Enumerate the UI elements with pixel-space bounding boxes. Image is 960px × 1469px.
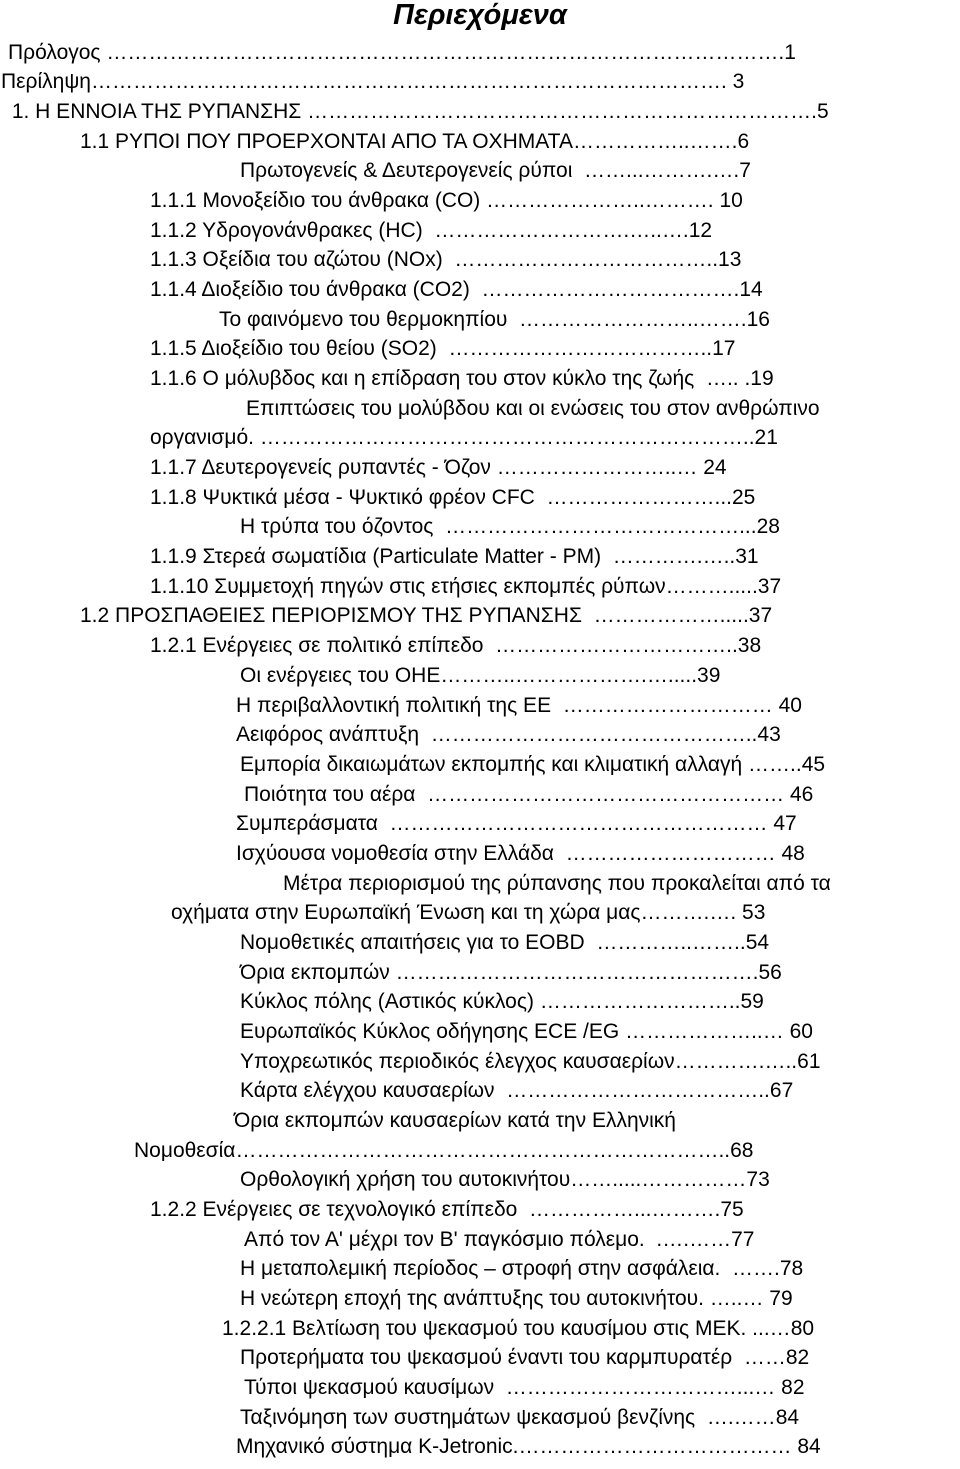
toc-entry bbox=[6, 97, 829, 127]
entry-text: Πρόλογος bbox=[8, 41, 107, 64]
toc-entry bbox=[240, 750, 825, 780]
page-title: Περιεχόμενα bbox=[393, 0, 567, 31]
toc-entry bbox=[150, 186, 743, 216]
dot-leader: ……………………... bbox=[540, 486, 732, 509]
toc-entry bbox=[150, 631, 761, 661]
dot-leader: ……….…. bbox=[640, 901, 743, 924]
page-number: 77 bbox=[731, 1228, 755, 1251]
entry-text: 1.2.2 Ενέργειες σε τεχνολογικό επίπεδο bbox=[150, 1198, 524, 1221]
page-number: 53 bbox=[742, 901, 766, 924]
dot-leader: ……………………………………….. bbox=[424, 723, 758, 746]
dot-leader: ……………………..… bbox=[496, 456, 698, 479]
page-number: 78 bbox=[779, 1257, 804, 1280]
toc-entry bbox=[150, 483, 755, 513]
dot-leader: ...… bbox=[752, 1317, 791, 1340]
entry-text: 1.1.6 Ο μόλυβδος και η επίδραση του στον κύκλο της ζωής bbox=[150, 367, 701, 390]
dot-leader: ……. bbox=[726, 1257, 780, 1280]
entry-text: Οι ενέργειες του ΟΗΕ bbox=[240, 664, 441, 687]
toc-entry bbox=[236, 720, 781, 750]
page-number: 82 bbox=[781, 1376, 805, 1399]
toc-entry bbox=[240, 958, 782, 988]
toc-entry bbox=[150, 275, 763, 305]
toc-entry bbox=[234, 1106, 676, 1136]
dot-leader: ….. bbox=[700, 367, 745, 390]
entry-text: Το φαινόμενο του θερμοκηπίου bbox=[219, 308, 514, 331]
toc-entry bbox=[150, 542, 759, 572]
page-number: 80 bbox=[790, 1317, 815, 1340]
toc-entry bbox=[222, 1314, 814, 1344]
dot-leader: ……………..……. bbox=[572, 130, 738, 153]
page-number: 68 bbox=[730, 1139, 754, 1162]
entry-text: 1.1.3 Οξείδια του αζώτου (NOx) bbox=[150, 248, 449, 271]
page-number: 60 bbox=[789, 1020, 813, 1043]
dot-leader: ………………………………. bbox=[448, 248, 713, 271]
dot-leader: …………………………….. bbox=[489, 634, 738, 657]
dot-leader: ……………………………………... bbox=[439, 515, 757, 538]
entry-text: Πρωτογενείς & Δευτερογενείς ρύποι bbox=[240, 159, 579, 182]
entry-text: 1.1.4 Διοξείδιο του άνθρακα (CO2) bbox=[150, 278, 476, 301]
toc-entry bbox=[236, 691, 802, 721]
page-number: 38 bbox=[737, 634, 762, 657]
dot-leader: ……………...………. bbox=[523, 1198, 721, 1221]
page-number: 10 bbox=[719, 189, 743, 212]
page-number: 5 bbox=[816, 100, 829, 123]
page-number: 84 bbox=[775, 1406, 800, 1429]
entry-text: Εμπορία δικαιωμάτων εκπομπής και κλιματική αλλαγή bbox=[240, 753, 743, 776]
entry-text: 1.2.2.1 Βελτίωση του ψεκασμού του καυσίμου στις ΜΕΚ. bbox=[222, 1317, 753, 1340]
dot-leader: .….…… bbox=[650, 1228, 732, 1251]
entry-text: Ισχύουσα νομοθεσία στην Ελλάδα bbox=[236, 842, 560, 865]
toc-entry bbox=[150, 453, 727, 483]
entry-text: 1.1.9 Στερεά σωματίδια (Particulate Matter - PM) bbox=[150, 545, 607, 568]
toc-entry bbox=[240, 661, 720, 691]
entry-text: 1.1.7 Δευτερογενείς ρυπαντές - Όζον bbox=[150, 456, 497, 479]
dot-leader: …………………………………………… bbox=[421, 783, 790, 806]
entry-text: Προτερήματα του ψεκασμού έναντι του καρμπυρατέρ bbox=[240, 1346, 738, 1369]
dot-leader: ………….….. bbox=[606, 545, 736, 568]
page-number: 47 bbox=[773, 812, 797, 835]
dot-leader: …….....…………… bbox=[570, 1168, 747, 1191]
toc-entry bbox=[244, 1225, 754, 1255]
toc-entry bbox=[283, 869, 831, 899]
entry-text: Αειφόρος ανάπτυξη bbox=[236, 723, 425, 746]
entry-text: Νομοθεσία bbox=[134, 1139, 236, 1162]
page-number: 25 bbox=[732, 486, 756, 509]
dot-leader: ………………………… bbox=[556, 694, 779, 717]
toc-entry bbox=[240, 1254, 803, 1284]
dot-leader: ……………………..…… bbox=[513, 308, 741, 331]
toc-entry bbox=[171, 898, 765, 928]
entry-text: Η μεταπολεμική περίοδος – στροφή στην ασφάλεια. bbox=[240, 1257, 727, 1280]
page-number: 82 bbox=[785, 1346, 810, 1369]
page-number: .7 bbox=[733, 159, 751, 182]
entry-text: Κύκλος πόλης (Αστικός κύκλος) bbox=[240, 990, 540, 1013]
entry-text: Η νεώτερη εποχή της ανάπτυξης του αυτοκινήτου. bbox=[240, 1287, 710, 1310]
toc-entry bbox=[1, 67, 744, 97]
entry-text: οργανισμό. bbox=[150, 426, 255, 449]
entry-text: Ευρωπαϊκός Κύκλος οδήγησης ECE /EG bbox=[240, 1020, 626, 1043]
entry-text: 1.1.8 Ψυκτικά μέσα - Ψυκτικό φρέον CFC bbox=[150, 486, 541, 509]
dot-leader: …….. bbox=[742, 753, 802, 776]
toc-entry bbox=[236, 809, 797, 839]
entry-text: Κάρτα ελέγχου καυσαερίων bbox=[240, 1079, 501, 1102]
toc-entry bbox=[240, 156, 751, 186]
dot-leader: ………………………………………………………………………………. bbox=[90, 70, 727, 93]
entry-text: 1.1 ΡΥΠΟΙ ΠΟΥ ΠΡΟΕΡΧΟΝΤΑΙ ΑΠΟ ΤΑ ΟΧΗΜΑΤΑ bbox=[80, 130, 573, 153]
page-number: 6 bbox=[737, 130, 750, 153]
entry-text: 1.1.1 Μονοξείδιο του άνθρακα (CO) bbox=[150, 189, 487, 212]
entry-text: Η τρύπα του όζοντος bbox=[240, 515, 440, 538]
entry-text: Όρια εκπομπών bbox=[240, 961, 396, 984]
toc-entry bbox=[134, 1136, 753, 1166]
toc-entry bbox=[240, 1284, 793, 1314]
page-number: 28 bbox=[756, 515, 780, 538]
entry-text: Περίληψη bbox=[1, 70, 91, 93]
entry-text: 1. Η ΕΝΝΟΙΑ ΤΗΣ ΡΥΠΑΝΣΗΣ bbox=[6, 100, 308, 123]
toc-entry bbox=[80, 601, 772, 631]
page-number: 37 bbox=[748, 604, 773, 627]
dot-leader: ………………..… bbox=[625, 1020, 790, 1043]
dot-leader: ………..... bbox=[665, 575, 758, 598]
page-number: 31 bbox=[735, 545, 759, 568]
page-number: .17 bbox=[706, 337, 736, 360]
toc-entry bbox=[240, 928, 769, 958]
toc-entry bbox=[240, 1165, 770, 1195]
page-number: .12 bbox=[682, 219, 713, 242]
page-number: 37 bbox=[757, 575, 782, 598]
dot-leader: ………..……………….…..... bbox=[440, 664, 698, 687]
toc-entry bbox=[240, 1047, 821, 1077]
page-number: .19 bbox=[744, 367, 774, 390]
entry-text: Ποιότητα του αέρα bbox=[244, 783, 422, 806]
toc-entry bbox=[150, 423, 778, 453]
page-number: 40 bbox=[778, 694, 802, 717]
entry-text: Η περιβαλλοντική πολιτική της ΕΕ bbox=[236, 694, 557, 717]
dot-leader: ……………………………...… bbox=[499, 1376, 782, 1399]
dot-leader: ………….….. bbox=[674, 1050, 798, 1073]
dot-leader: ……………………………………………… bbox=[383, 812, 774, 835]
page-number: 84 bbox=[797, 1435, 821, 1458]
page-number: .13 bbox=[712, 248, 742, 271]
entry-text: Μηχανικό σύστημα K-Jetronic. bbox=[236, 1435, 519, 1458]
entry-text: 1.2.1 Ενέργειες σε πολιτικό επίπεδο bbox=[150, 634, 490, 657]
toc-entry bbox=[244, 780, 813, 810]
page-number: 45 bbox=[801, 753, 826, 776]
entry-text: 1.1.5 Διοξείδιο του θείου (SO2) bbox=[150, 337, 443, 360]
toc-entry bbox=[236, 839, 805, 869]
dot-leader: ……………………………….. bbox=[500, 1079, 770, 1102]
page-number: 56 bbox=[758, 961, 782, 984]
toc-entry bbox=[8, 38, 796, 68]
dot-leader: …… bbox=[737, 1346, 786, 1369]
dot-leader: ……………………………………………. bbox=[395, 961, 759, 984]
page-number: 46 bbox=[789, 783, 814, 806]
toc-entry bbox=[240, 512, 780, 542]
toc-entry bbox=[246, 394, 820, 424]
toc-entry bbox=[240, 1343, 809, 1373]
toc-entry bbox=[80, 127, 749, 157]
entry-text: Συμπεράσματα bbox=[236, 812, 384, 835]
dot-leader: ……………………………… bbox=[475, 278, 734, 301]
entry-text: Μέτρα περιορισμού της ρύπανσης που προκαλείται από τα bbox=[283, 872, 831, 895]
page-number: .21 bbox=[748, 426, 778, 449]
entry-text: Τύποι ψεκασμού καυσίμων bbox=[244, 1376, 500, 1399]
entry-text: 1.1.2 Υδρογονάνθρακες (HC) bbox=[150, 219, 429, 242]
dot-leader: ……...……….… bbox=[578, 159, 734, 182]
page-number: .16 bbox=[740, 308, 770, 331]
toc-entry bbox=[150, 245, 741, 275]
page-number: 67 bbox=[769, 1079, 794, 1102]
dot-leader: ………………………… bbox=[559, 842, 782, 865]
page-number: 79 bbox=[769, 1287, 793, 1310]
entry-text: 1.2 ΠΡΟΣΠΑΘΕΙΕΣ ΠΕΡΙΟΡΙΣΜΟΥ ΤΗΣ ΡΥΠΑΝΣΗΣ bbox=[80, 604, 588, 627]
page-number: 24 bbox=[697, 456, 727, 479]
toc-entry bbox=[150, 1195, 744, 1225]
dot-leader: ……………………….. bbox=[539, 990, 741, 1013]
dot-leader: ………………..... bbox=[587, 604, 749, 627]
dot-leader: …………………………………………………………….. bbox=[235, 1139, 731, 1162]
toc-entry bbox=[240, 987, 764, 1017]
page-number: 75 bbox=[720, 1198, 744, 1221]
toc-entry bbox=[244, 1373, 805, 1403]
entry-text: Επιπτώσεις του μολύβδου και οι ενώσεις του στον ανθρώπινο bbox=[246, 397, 820, 420]
dot-leader: ……………………………………………………………………………………. bbox=[106, 41, 785, 64]
entry-text: οχήματα στην Ευρωπαϊκή Ένωση και τη χώρα μας bbox=[171, 901, 641, 924]
toc-entry bbox=[150, 364, 774, 394]
dot-leader: …………..…….. bbox=[590, 931, 746, 954]
page-number: 3 bbox=[726, 70, 745, 93]
dot-leader: ………………………………… bbox=[518, 1435, 798, 1458]
dot-leader: ….…… bbox=[701, 1406, 776, 1429]
entry-text: Ορθολογική χρήση του αυτοκινήτου bbox=[240, 1168, 571, 1191]
page-number: 43 bbox=[757, 723, 781, 746]
toc-entry bbox=[150, 216, 712, 246]
toc-entry bbox=[150, 334, 735, 364]
dot-leader: ………………………………………………………………. bbox=[307, 100, 817, 123]
dot-leader: ……………………….…..… bbox=[428, 219, 683, 242]
dot-leader: ………………………………. bbox=[442, 337, 707, 360]
page-number: 61 bbox=[797, 1050, 821, 1073]
page-number: 48 bbox=[781, 842, 805, 865]
toc-entry bbox=[150, 572, 781, 602]
toc-entry bbox=[219, 305, 770, 335]
entry-text: Υποχρεωτικός περιοδικός έλεγχος καυσαερίων bbox=[240, 1050, 675, 1073]
page-number: 1 bbox=[784, 41, 796, 64]
entry-text: Νομοθετικές απαιτήσεις για το EOBD bbox=[240, 931, 591, 954]
entry-text: 1.1.10 Συμμετοχή πηγών στις ετήσιες εκπομπές ρύπων bbox=[150, 575, 666, 598]
page-number: 73 bbox=[746, 1168, 770, 1191]
dot-leader: …..… bbox=[709, 1287, 770, 1310]
page-number: 39 bbox=[697, 664, 721, 687]
toc-entry bbox=[240, 1017, 813, 1047]
toc-entry bbox=[240, 1076, 793, 1106]
entry-text: Ταξινόμηση των συστημάτων ψεκασμού βενζίνης bbox=[240, 1406, 702, 1429]
page-number: 54 bbox=[745, 931, 770, 954]
entry-text: Όρια εκπομπών καυσαερίων κατά την Ελληνική bbox=[234, 1109, 676, 1132]
toc-entry bbox=[236, 1432, 821, 1462]
toc-entry bbox=[240, 1403, 799, 1433]
dot-leader: …………………..………. bbox=[486, 189, 720, 212]
page-number: .14 bbox=[733, 278, 763, 301]
entry-text: Από τον Α' μέχρι τον Β' παγκόσμιο πόλεμο. bbox=[244, 1228, 651, 1251]
page-number: 59 bbox=[740, 990, 764, 1013]
dot-leader: ……………………………………………………………. bbox=[254, 426, 749, 449]
